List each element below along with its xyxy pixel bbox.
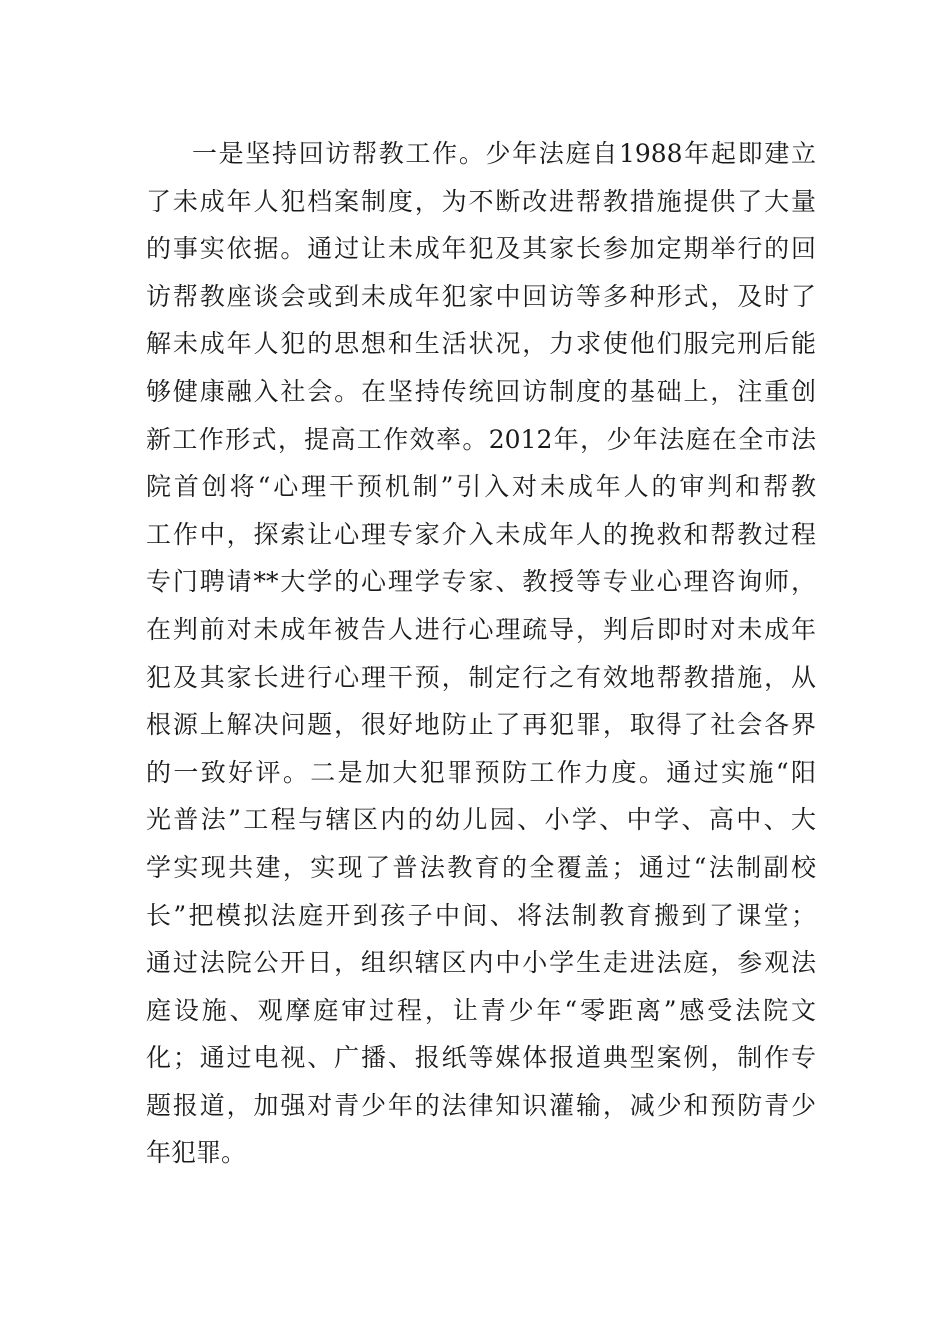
paragraph-line: 题报道，加强对青少年的法律知识灌输，减少和预防青少 xyxy=(146,1090,816,1120)
paragraph-line: 的一致好评。二是加大犯罪预防工作力度。通过实施“阳 xyxy=(146,757,816,787)
paragraph-line: 在判前对未成年被告人进行心理疏导，判后即时对未成年 xyxy=(146,614,816,644)
paragraph-line: 解未成年人犯的思想和生活状况，力求使他们服完刑后能 xyxy=(146,329,816,359)
paragraph-line: 光普法”工程与辖区内的幼儿园、小学、中学、高中、大 xyxy=(146,805,816,835)
body-paragraph xyxy=(146,130,816,1177)
paragraph-line: 庭设施、观摩庭审过程，让青少年“零距离”感受法院文 xyxy=(146,995,816,1025)
paragraph-line: 一是坚持回访帮教工作。少年法庭自1988年起即建立 xyxy=(192,139,816,168)
paragraph-line: 院首创将“心理干预机制”引入对未成年人的审判和帮教 xyxy=(146,472,816,502)
paragraph-line: 专门聘请**大学的心理学专家、教授等专业心理咨询师， xyxy=(146,567,816,597)
paragraph-line: 访帮教座谈会或到未成年犯家中回访等多种形式，及时了 xyxy=(146,281,816,311)
paragraph-line: 犯及其家长进行心理干预，制定行之有效地帮教措施，从 xyxy=(146,662,816,692)
paragraph-line: 化；通过电视、广播、报纸等媒体报道典型案例，制作专 xyxy=(146,1043,816,1073)
paragraph-line: 学实现共建，实现了普法教育的全覆盖；通过“法制副校 xyxy=(146,852,816,882)
paragraph-line: 工作中，探索让心理专家介入未成年人的挽救和帮教过程 xyxy=(146,519,816,549)
paragraph-line: 够健康融入社会。在坚持传统回访制度的基础上，注重创 xyxy=(146,376,816,406)
paragraph-line: 通过法院公开日，组织辖区内中小学生走进法庭，参观法 xyxy=(146,948,816,978)
paragraph-line: 了未成年人犯档案制度，为不断改进帮教措施提供了大量 xyxy=(146,186,816,216)
paragraph-line: 年犯罪。 xyxy=(146,1138,247,1168)
paragraph-line: 的事实依据。通过让未成年犯及其家长参加定期举行的回 xyxy=(146,234,816,264)
paragraph-line: 根源上解决问题，很好地防止了再犯罪，取得了社会各界 xyxy=(146,710,816,740)
paragraph-line: 长”把模拟法庭开到孩子中间、将法制教育搬到了课堂； xyxy=(146,900,816,930)
paragraph-line: 新工作形式，提高工作效率。2012年，少年法庭在全市法 xyxy=(146,424,816,454)
